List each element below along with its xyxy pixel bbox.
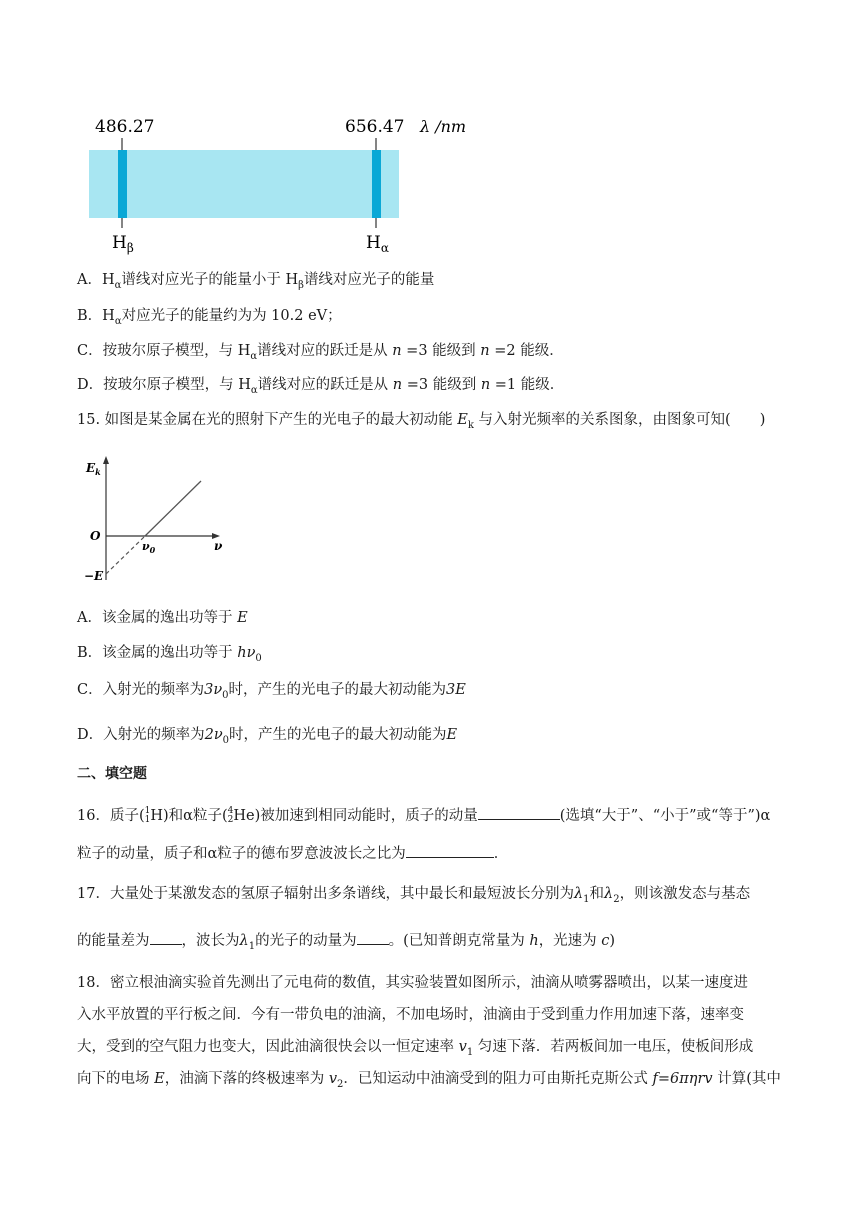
q14-option-c: C．按玻尔原子模型，与 $H_\alpha$谱线对应的跃迁是从 n =3 能级到 n =2 能级． [77,343,564,362]
y-axis-label: $E_k$ [86,461,101,477]
q16-blank-1[interactable] [478,805,560,820]
q15-option-c: C．入射光的频率为$3\nu_0$时，产生的光电子的最大初动能为3E [77,682,466,701]
x-axis-label: ν [214,539,223,553]
q18-line-1: 18．密立根油滴实验首先测出了元电荷的数值，其实验装置如图所示，油滴从喷雾器喷出，以某一速度进 [77,975,748,991]
origin-label: O [90,529,101,543]
alpha-wavelength-label: 656.47 [345,117,405,137]
h-beta-spectral-line [118,150,127,218]
q15-option-b: B．该金属的逸出功等于 $h\nu_0$ [77,645,262,664]
q17-line-1: 17．大量处于某激发态的氢原子辐射出多条谱线，其中最长和最短波长分别为$\lambda_1$和$\lambda_2$，则该激发态与基态 [77,886,751,905]
q15-stem: 15. 如图是某金属在光的照射下产生的光电子的最大初动能 $E_k$ 与入射光频率的关系图象，由图象可知( ) [77,412,766,431]
h-alpha-spectral-line [372,150,381,218]
wavelength-axis-unit: λ /nm [420,117,467,136]
q18-line-2: 入水平放置的平行板之间．今有一带负电的油滴，不加电场时，油滴由于受到重力作用加速下落，速率变 [77,1007,744,1023]
nu0-label: $\nu_0$ [142,540,156,555]
spectrum-band [89,150,399,218]
q15-option-d: D．入射光的频率为$2\nu_0$时，产生的光电子的最大初动能为E [77,727,458,746]
ek-line-dashed [106,536,145,574]
h-alpha-label: $H_\alpha$ [366,233,389,255]
beta-wavelength-label: 486.27 [95,117,155,137]
q18-line-4: 向下的电场 E，油滴下落的终极速率为 $v_2$．已知运动中油滴受到的阻力可由斯托克斯公式 f=6πηrv 计算(其中 [77,1071,781,1090]
q17-line-2: 的能量差为 ，波长为$\lambda_1$的光子的动量为 。(已知普朗克常量为 h，光速为 c) [77,930,615,957]
q15-option-a: A．该金属的逸出功等于 E [77,610,248,626]
q16-blank-2[interactable] [406,843,494,858]
q14-option-d: D．按玻尔原子模型，与 $H_\alpha$谱线对应的跃迁是从 n =3 能级到 n =1 能级． [77,377,565,396]
y-intercept-label: −E [84,569,104,583]
q14-option-b: B．$H_\alpha$对应光子的能量约为为 10.2 eV； [77,308,342,327]
h-beta-label: $H_\beta$ [112,233,134,255]
ek-line-solid [145,481,201,536]
q18-line-3: 大，受到的空气阻力也变大，因此油滴很快会以一恒定速率 $v_1$ 匀速下落．若两板间加一电压，使板间形成 [77,1039,754,1058]
q16-line-2: 粒子的动量，质子和α粒子的德布罗意波波长之比为 ． [77,843,508,864]
section-heading: 二、填空题 [77,766,147,782]
q14-option-a: A．$H_\alpha$谱线对应光子的能量小于 $H_\beta$谱线对应光子的能量 [77,272,435,291]
hydrogen-spectrum-figure [85,108,485,258]
q17-blank-1[interactable] [150,930,182,945]
ek-vs-frequency-graph [80,452,230,587]
q17-blank-2[interactable] [357,930,389,945]
q16-line-1: 16．质子( 1 1 H)和α粒子( 4 2 He)被加速到相同动能时，质子的动量 (选填“大于”、“小于”或“等于”)α [77,806,771,825]
